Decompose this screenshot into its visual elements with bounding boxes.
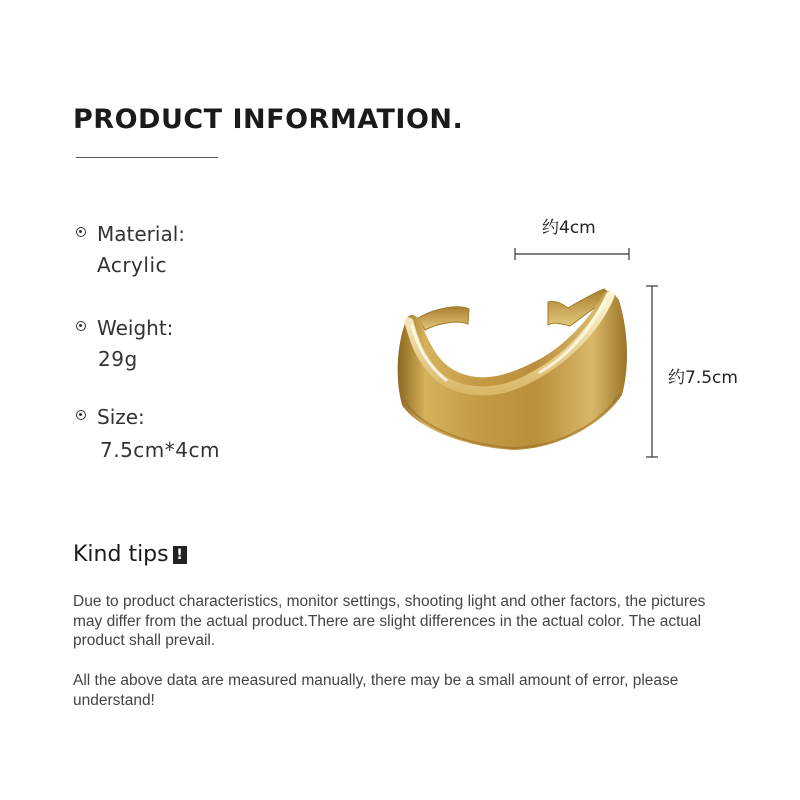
height-dimension-line: [646, 286, 658, 457]
spec-label: Weight:: [97, 316, 174, 340]
page-title: PRODUCT INFORMATION.: [73, 104, 464, 135]
spec-value: Acrylic: [97, 253, 167, 277]
spec-label: Size:: [97, 405, 145, 429]
kind-tips-label: Kind tips: [73, 542, 169, 567]
tips-paragraph-2: All the above data are measured manually, there may be a small amount of error, please understand!: [73, 672, 679, 709]
height-dimension-label: 约7.5cm: [668, 368, 738, 388]
width-dimension-line: [515, 248, 629, 260]
kind-tips-heading: [73, 542, 187, 567]
spec-label: Material:: [97, 222, 185, 246]
spec-value: 7.5cm*4cm: [100, 438, 220, 462]
width-dimension-label: 约4cm: [542, 218, 596, 238]
spec-value: 29g: [98, 347, 138, 371]
exclamation-icon: !: [173, 546, 187, 564]
tips-paragraph-1: Due to product characteristics, monitor settings, shooting light and other factors, the pictures may differ from the actual product.There are slight differences in the actual color. The actual product shall prevail.: [73, 593, 706, 649]
